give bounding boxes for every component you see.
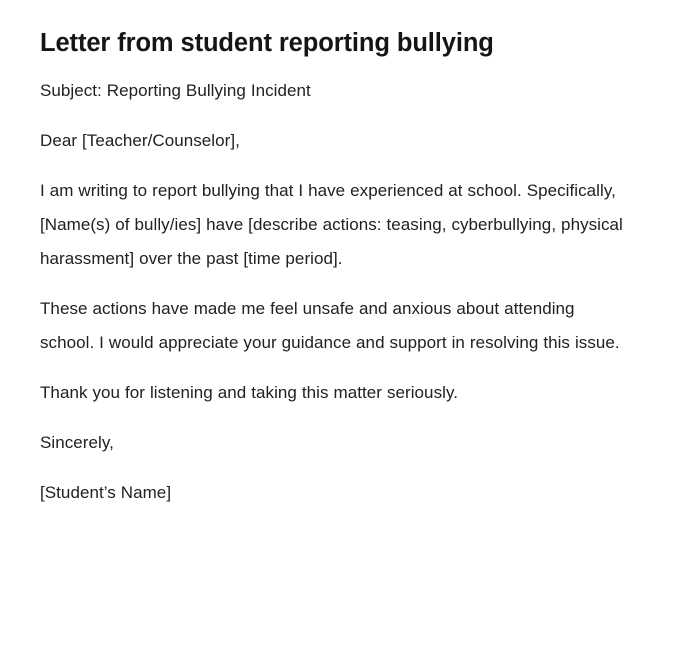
letter-body-paragraph-3: Thank you for listening and taking this matter seriously. [40,383,459,402]
letter-signature: [Student’s Name] [40,483,172,502]
letter-content [40,0,626,510]
letter-salutation: Dear [Teacher/Counselor], [40,131,240,150]
letter-subject-line: Subject: Reporting Bullying Incident [40,81,311,100]
letter-body-paragraph-1: I am writing to report bullying that I have experienced at school. Specifically, [Name(s) of bully/ies] have [describe actions: teasing, cyberbullying, physical harassment] over the past [time period]. [40,181,623,268]
letter-body-paragraph-2: These actions have made me feel unsafe and anxious about attending school. I would appreciate your guidance and support in resolving this issue. [40,299,620,352]
letter-closing: Sincerely, [40,433,114,452]
page-title: Letter from student reporting bullying [40,29,494,57]
